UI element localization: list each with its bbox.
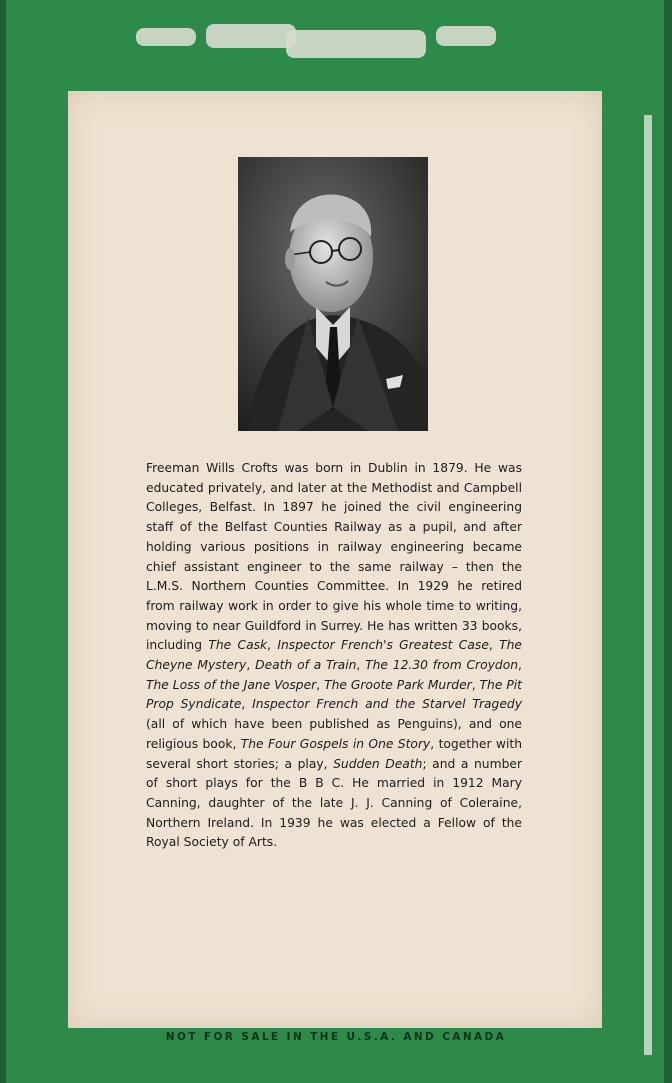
author-portrait: [238, 157, 428, 431]
bio-panel: [68, 91, 602, 1028]
author-biography: Freeman Wills Crofts was born in Dublin in 1879. He was educated privately, and later at the Methodist and Campbell Colleges, Belfast. In 1897 he joined the civil engineering staff of the Belfast Counties Railway as a pupil, and after holding various positions in railway engineering became chief assistant engineer to the same railway – then the L.M.S. Northern Counties Committee. In 1929 he retired from railway work in order to give his whole time to writing, moving to near Guildford in Surrey. He has written 33 books, including The Cask, Inspector French's Greatest Case, The Cheyne Mystery, Death of a Train, The 12.30 from Croydon, The Loss of the Jane Vosper, The Groote Park Murder, The Pit Prop Syndicate, Inspector French and the Starvel Tragedy (all of which have been published as Penguins), and one religious book, The Four Gospels in One Story, together with several short stories; a play, Sudden Death; and a number of short plays for the B B C. He married in 1912 Mary Canning, daughter of the late J. J. Canning of Coleraine, Northern Ireland. In 1939 he was elected a Fellow of the Royal Society of Arts.: [146, 461, 523, 850]
spine-edge: [644, 115, 652, 1055]
distribution-notice: NOT FOR SALE IN THE U.S.A. AND CANADA: [165, 1031, 507, 1043]
worn-edge: [136, 22, 506, 60]
